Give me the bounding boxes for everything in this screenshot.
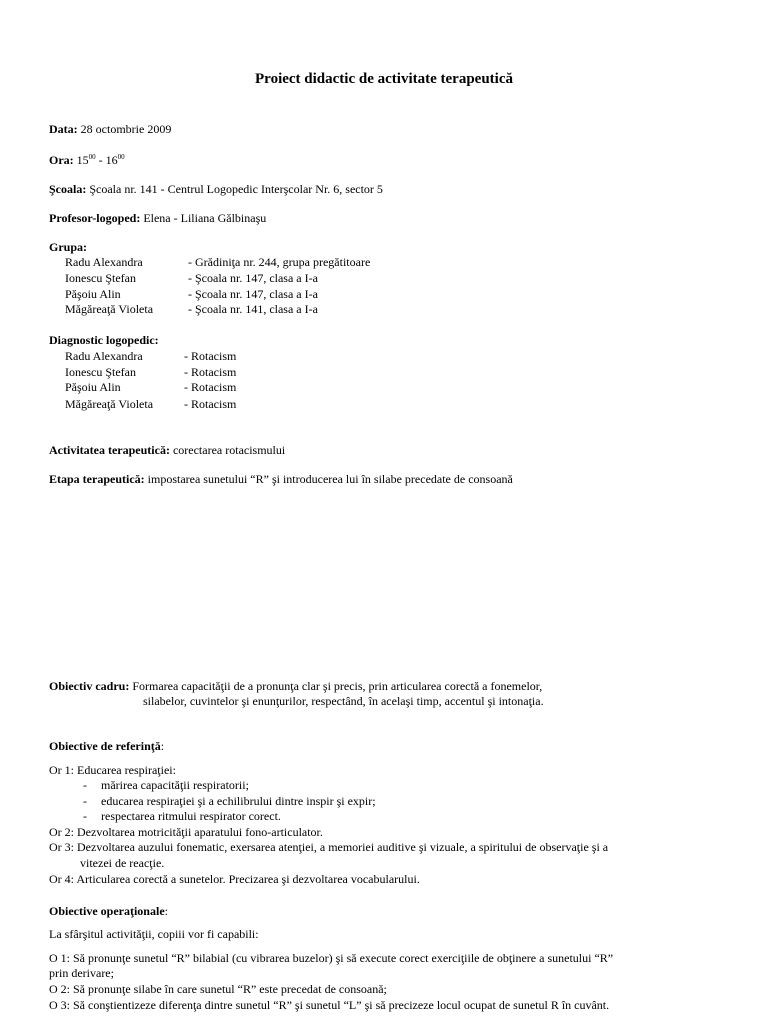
- diagnostic-value: - Rotacism: [184, 349, 237, 363]
- reference-item: Or 3: Dezvoltarea auzului fonematic, exersarea atenţiei, a memoriei auditive şi vizuale, a spiritului de observaţie şi a: [49, 840, 609, 854]
- stage-value: impostarea sunetului “R” şi introducerea lui în silabe precedate de consoană: [147, 472, 513, 486]
- diagnostic-heading: Diagnostic logopedic:: [49, 333, 159, 347]
- date-value: 28 octombrie 2009: [80, 122, 172, 136]
- activity-value: corectarea rotacismului: [172, 443, 286, 457]
- group-member-name: Ionescu Ştefan: [65, 271, 136, 285]
- group-member-info: - Şcoala nr. 147, clasa a I-a: [188, 271, 318, 285]
- document-title: Proiect didactic de activitate terapeutică: [255, 71, 513, 87]
- diagnostic-value: - Rotacism: [184, 365, 237, 379]
- operational-item: O 2: Să pronunţe silabe în care sunetul “R” este precedat de consoană;: [49, 982, 387, 996]
- group-member-info: - Şcoala nr. 141, clasa a I-a: [188, 302, 318, 316]
- school-value: Şcoala nr. 141 - Centrul Logopedic Interşcolar Nr. 6, sector 5: [89, 182, 383, 196]
- date-line: [49, 122, 171, 136]
- group-member-name: Măgăreaţă Violeta: [65, 302, 154, 316]
- reference-item: Or 4: Articularea corectă a sunetelor. Precizarea şi dezvoltarea vocabularului.: [49, 872, 420, 886]
- operational-item: O 3: Să conştientizeze diferenţa dintre sunetul “R” şi sunetul “L” şi să precizeze locul ocupat de sunetul R în cuvânt.: [49, 998, 610, 1012]
- time-label: Ora:: [49, 153, 74, 167]
- frame-objective-label: Obiectiv cadru:: [49, 679, 130, 693]
- reference-subitem: respectarea ritmului respirator corect.: [101, 809, 281, 823]
- diagnostic-name: Măgăreaţă Violeta: [65, 397, 154, 411]
- time-line: [49, 153, 125, 167]
- reference-subitem: mărirea capacităţii respiratorii;: [101, 778, 249, 792]
- operational-intro: La sfârşitul activităţii, copiii vor fi capabili:: [49, 927, 259, 941]
- operational-objectives-heading: Obiective operaţionale:: [49, 904, 168, 918]
- reference-subitem: educarea respiraţiei şi a echilibrului dintre inspir şi expir;: [101, 794, 376, 808]
- time-end: 16: [105, 153, 118, 167]
- frame-objective-line2: silabelor, cuvintelor şi enunţurilor, respectând, în acelaşi timp, accentul şi intonaţia.: [143, 694, 544, 708]
- time-end-minutes: 00: [117, 153, 125, 161]
- operational-item: O 1: Să pronunţe sunetul “R” bilabial (cu vibrarea buzelor) şi să execute corect exerciţiile de obţinere a sunetului “R”: [49, 951, 614, 965]
- time-separator: -: [98, 153, 103, 167]
- group-member-info: - Grădiniţa nr. 244, grupa pregătitoare: [188, 255, 371, 269]
- diagnostic-value: - Rotacism: [184, 380, 237, 394]
- teacher-value: Elena - Liliana Gălbinaşu: [143, 211, 267, 225]
- bullet-dash: -: [83, 809, 87, 823]
- school-label: Şcoala:: [49, 182, 87, 196]
- diagnostic-name: Radu Alexandra: [65, 349, 143, 363]
- group-member-name: Radu Alexandra: [65, 255, 143, 269]
- diagnostic-name: Ionescu Ştefan: [65, 365, 136, 379]
- stage-line: [49, 472, 513, 486]
- time-start-minutes: 00: [88, 153, 96, 161]
- teacher-label: Profesor-logoped:: [49, 211, 141, 225]
- bullet-dash: -: [83, 778, 87, 792]
- time-start: 15: [76, 153, 89, 167]
- date-label: Data:: [49, 122, 78, 136]
- frame-objective-line: [49, 679, 542, 693]
- activity-line: [49, 443, 285, 457]
- teacher-line: [49, 211, 266, 225]
- activity-label: Activitatea terapeutică:: [49, 443, 170, 457]
- reference-item-continuation: vitezei de reacţie.: [80, 856, 165, 870]
- diagnostic-name: Păşoiu Alin: [65, 380, 121, 394]
- reference-item: Or 2: Dezvoltarea motricităţii aparatului fono-articulator.: [49, 825, 323, 839]
- stage-label: Etapa terapeutică:: [49, 472, 145, 486]
- reference-objectives-heading: Obiective de referinţă:: [49, 739, 165, 753]
- frame-objective-line1: Formarea capacităţii de a pronunţa clar şi precis, prin articularea corectă a fonemelor,: [132, 679, 543, 693]
- group-heading: Grupa:: [49, 240, 88, 254]
- diagnostic-value: - Rotacism: [184, 397, 237, 411]
- school-line: [49, 182, 383, 196]
- bullet-dash: -: [83, 794, 87, 808]
- group-member-name: Păşoiu Alin: [65, 287, 121, 301]
- reference-item: Or 1: Educarea respiraţiei:: [49, 763, 176, 777]
- group-member-info: - Şcoala nr. 147, clasa a I-a: [188, 287, 318, 301]
- operational-item-continuation: prin derivare;: [49, 966, 114, 980]
